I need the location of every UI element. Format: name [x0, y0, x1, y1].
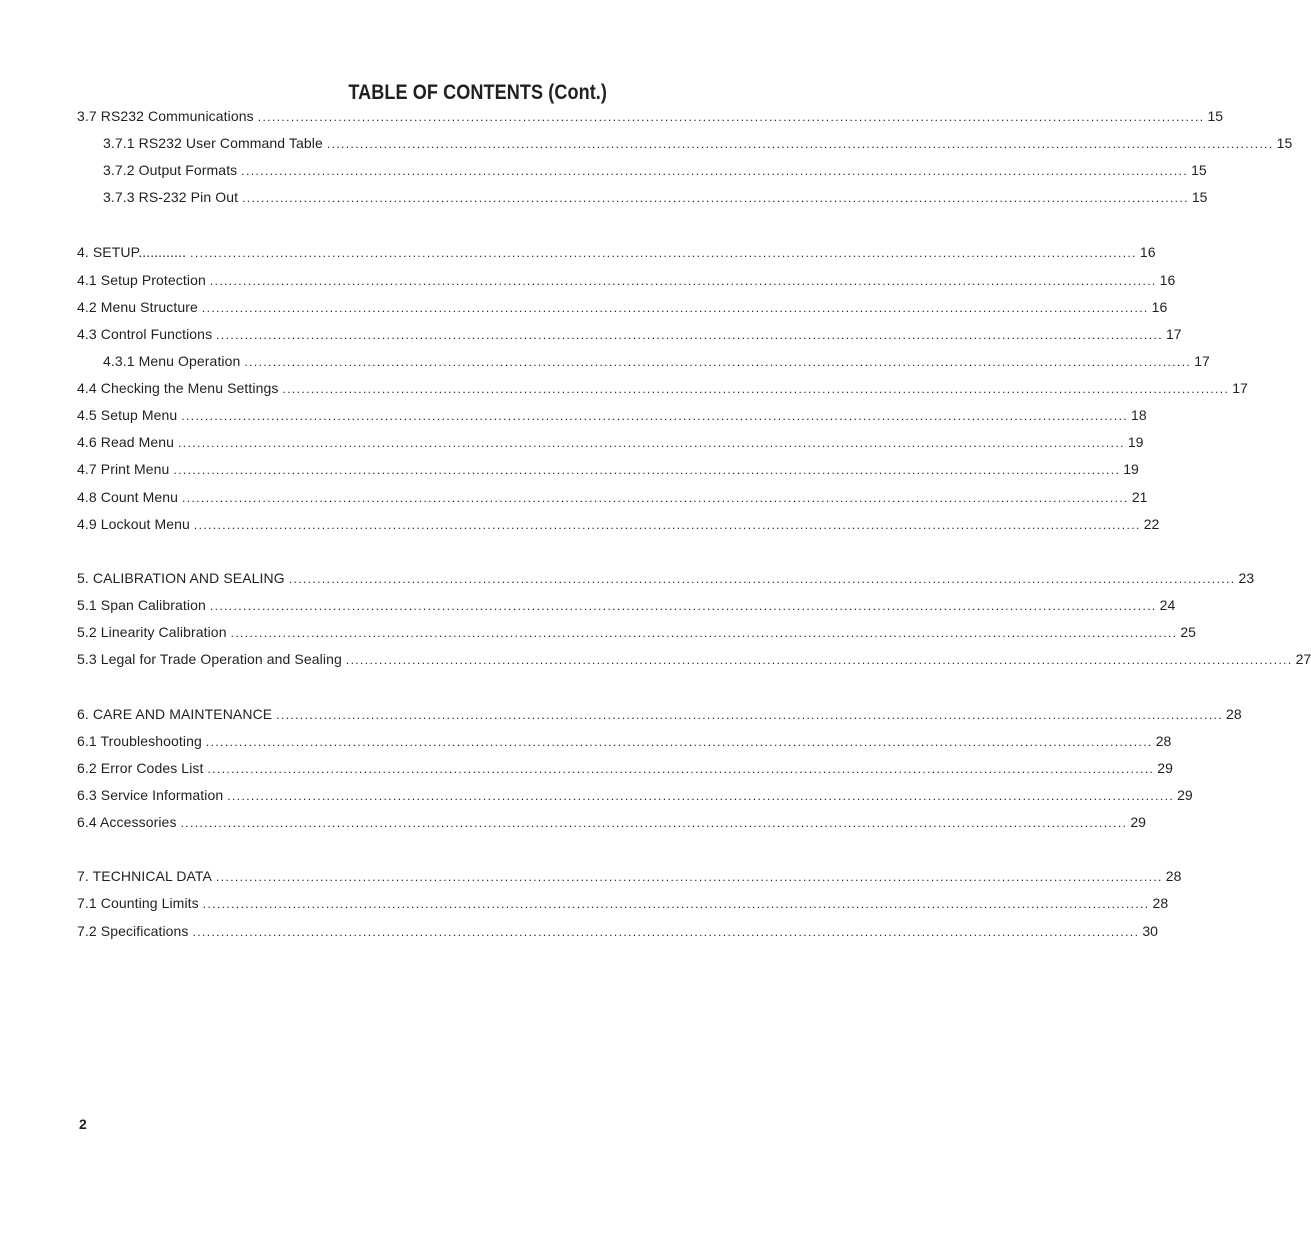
toc-entry-label: 7.1 Counting Limits — [77, 895, 199, 911]
toc-entry-4-8[interactable] — [77, 487, 1148, 507]
toc-entry-label: 7. TECHNICAL DATA — [77, 868, 212, 884]
toc-entry-page: 18 — [1131, 407, 1147, 423]
toc-entry-page: 19 — [1123, 461, 1139, 477]
dot-leader: ........................................................................................................................................................................................................ — [345, 653, 1293, 667]
toc-entry-4-1[interactable] — [77, 270, 1176, 290]
toc-entry-5-1[interactable] — [77, 595, 1176, 615]
toc-entry-page: 29 — [1130, 814, 1146, 830]
dot-leader: ........................................................................................................................................................................................................ — [207, 762, 1155, 776]
toc-entry-3-7[interactable] — [77, 106, 1224, 126]
toc-entry-page: 15 — [1191, 162, 1207, 178]
toc-entry-3-7-3[interactable] — [103, 187, 1208, 207]
toc-entry-label: 4.8 Count Menu — [77, 489, 179, 505]
toc-entry-page: 30 — [1142, 923, 1158, 939]
toc-entry-page: 15 — [1276, 135, 1293, 151]
dot-leader: ........................................................................................................................................................................................................ — [201, 301, 1149, 315]
dot-leader: ........................................................................................................................................................................................................ — [241, 164, 1189, 178]
toc-entry-page: 29 — [1177, 787, 1193, 803]
dot-leader: ........................................................................................................................................................................................................ — [209, 274, 1157, 288]
page-title: TABLE OF CONTENTS (Cont.) — [348, 81, 608, 104]
toc-entry-label: 4. SETUP............ — [77, 244, 187, 260]
toc-entry-page: 17 — [1232, 380, 1248, 396]
toc-entry-4-2[interactable] — [77, 297, 1168, 317]
toc-entry-4-3-1[interactable] — [103, 351, 1210, 371]
toc-entry-page: 21 — [1131, 489, 1148, 505]
toc-entry-label: 6.2 Error Codes List — [77, 760, 204, 776]
toc-entry-label: 3.7.2 Output Formats — [103, 162, 238, 178]
dot-leader: ........................................................................................................................................................................................................ — [181, 409, 1129, 423]
dot-leader: ........................................................................................................................................................................................................ — [230, 626, 1178, 640]
toc-entry-page: 27 — [1295, 651, 1311, 667]
dot-leader: ........................................................................................................................................................................................................ — [326, 137, 1274, 151]
toc-entry-7-1[interactable] — [77, 893, 1169, 913]
toc-entry-page: 28 — [1155, 733, 1172, 749]
toc-entry-label: 4.3.1 Menu Operation — [103, 353, 241, 369]
dot-leader: ........................................................................................................................................................................................................ — [192, 925, 1140, 939]
toc-entry-label: 4.5 Setup Menu — [77, 407, 178, 423]
toc-entry-4[interactable] — [77, 242, 1156, 262]
toc-entry-label: 6.4 Accessories — [77, 814, 177, 830]
toc-entry-3-7-2[interactable] — [103, 160, 1207, 180]
toc-entry-page: 23 — [1238, 570, 1255, 586]
dot-leader: ........................................................................................................................................................................................................ — [173, 463, 1121, 477]
dot-leader: ........................................................................................................................................................................................................ — [205, 735, 1153, 749]
toc-entry-label: 5.1 Span Calibration — [77, 597, 206, 613]
toc-entry-label: 3.7 RS232 Communications — [77, 108, 254, 124]
dot-leader: ........................................................................................................................................................................................................ — [202, 897, 1150, 911]
toc-entry-label: 5. CALIBRATION AND SEALING — [77, 570, 285, 586]
toc-entry-label: 7.2 Specifications — [77, 923, 189, 939]
toc-entry-6-1[interactable] — [77, 731, 1172, 751]
toc-entry-label: 3.7.1 RS232 User Command Table — [103, 135, 323, 151]
dot-leader: ........................................................................................................................................................................................................ — [276, 708, 1224, 722]
toc-entry-page: 28 — [1152, 895, 1169, 911]
toc-entry-page: 19 — [1127, 434, 1144, 450]
toc-entry-page: 28 — [1226, 706, 1242, 722]
toc-entry-label: 4.1 Setup Protection — [77, 272, 206, 288]
toc-entry-label: 3.7.3 RS-232 Pin Out — [103, 189, 239, 205]
toc-entry-page: 16 — [1139, 244, 1156, 260]
toc-entry-7-2[interactable] — [77, 921, 1158, 941]
dot-leader: ........................................................................................................................................................................................................ — [242, 191, 1189, 205]
toc-entry-page: 24 — [1159, 597, 1176, 613]
toc-entry-label: 5.3 Legal for Trade Operation and Sealing — [77, 651, 342, 667]
dot-leader: ........................................................................................................................................................................................................ — [227, 789, 1175, 803]
dot-leader: ........................................................................................................................................................................................................ — [244, 355, 1192, 369]
toc-entry-page: 28 — [1165, 868, 1182, 884]
toc-entry-label: 6. CARE AND MAINTENANCE — [77, 706, 273, 722]
dot-leader: ........................................................................................................................................................................................................ — [216, 870, 1163, 884]
toc-entry-4-5[interactable] — [77, 405, 1147, 425]
dot-leader: ........................................................................................................................................................................................................ — [193, 518, 1141, 532]
dot-leader: ........................................................................................................................................................................................................ — [288, 572, 1236, 586]
toc-entry-6[interactable] — [77, 704, 1242, 724]
toc-entry-page: 15 — [1191, 189, 1208, 205]
table-of-contents — [77, 0, 1311, 1235]
toc-entry-5-3[interactable] — [77, 649, 1311, 669]
toc-entry-label: 6.3 Service Information — [77, 787, 224, 803]
toc-entry-label: 5.2 Linearity Calibration — [77, 624, 227, 640]
dot-leader: ........................................................................................................................................................................................................ — [180, 816, 1128, 830]
toc-entry-label: 4.6 Read Menu — [77, 434, 175, 450]
toc-entry-5-2[interactable] — [77, 622, 1196, 642]
dot-leader: ........................................................................................................................................................................................................ — [178, 436, 1125, 450]
toc-entry-page: 17 — [1194, 353, 1210, 369]
toc-entry-7[interactable] — [77, 866, 1182, 886]
dot-leader: ........................................................................................................................................................................................................ — [257, 110, 1205, 124]
toc-entry-page: 22 — [1143, 516, 1160, 532]
toc-entry-page: 15 — [1207, 108, 1224, 124]
toc-entry-label: 4.9 Lockout Menu — [77, 516, 190, 532]
toc-entry-label: 4.4 Checking the Menu Settings — [77, 380, 279, 396]
dot-leader: ........................................................................................................................................................................................................ — [190, 246, 1137, 260]
dot-leader: ........................................................................................................................................................................................................ — [216, 328, 1163, 342]
toc-entry-4-6[interactable] — [77, 432, 1144, 452]
toc-entry-6-2[interactable] — [77, 758, 1173, 778]
toc-entry-label: 4.2 Menu Structure — [77, 299, 198, 315]
toc-entry-page: 16 — [1151, 299, 1168, 315]
dot-leader: ........................................................................................................................................................................................................ — [209, 599, 1157, 613]
toc-entry-4-3[interactable] — [77, 324, 1182, 344]
toc-entry-page: 29 — [1157, 760, 1173, 776]
toc-entry-4-4[interactable] — [77, 378, 1248, 398]
toc-entry-3-7-1[interactable] — [103, 133, 1293, 153]
toc-entry-label: 6.1 Troubleshooting — [77, 733, 202, 749]
dot-leader: ........................................................................................................................................................................................................ — [182, 491, 1129, 505]
toc-entry-6-3[interactable] — [77, 785, 1193, 805]
toc-entry-page: 16 — [1159, 272, 1176, 288]
toc-entry-4-7[interactable] — [77, 459, 1139, 479]
toc-entry-label: 4.7 Print Menu — [77, 461, 170, 477]
toc-entry-6-4[interactable] — [77, 812, 1146, 832]
toc-entry-5[interactable] — [77, 568, 1255, 588]
page-number: 2 — [79, 1116, 87, 1132]
toc-entry-page: 17 — [1165, 326, 1182, 342]
toc-entry-label: 4.3 Control Functions — [77, 326, 213, 342]
toc-entry-4-9[interactable] — [77, 514, 1160, 534]
toc-entry-page: 25 — [1180, 624, 1196, 640]
dot-leader: ........................................................................................................................................................................................................ — [282, 382, 1230, 396]
